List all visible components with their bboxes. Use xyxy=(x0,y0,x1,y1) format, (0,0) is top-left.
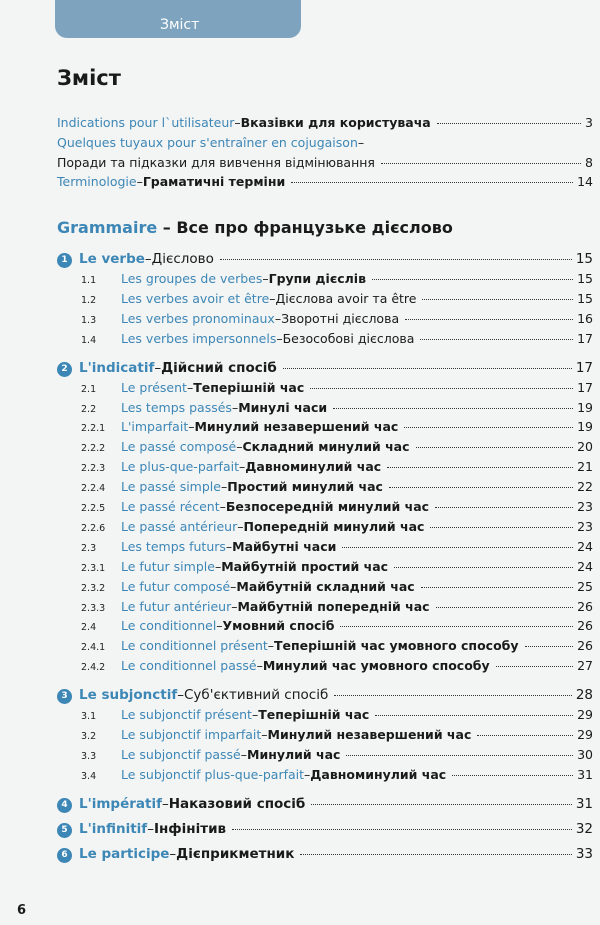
dot-leader xyxy=(416,447,574,448)
section-entry[interactable] xyxy=(57,846,593,864)
section-entry[interactable] xyxy=(57,687,593,705)
subsection-title-fr: Le passé simple xyxy=(121,479,221,495)
entry-page: 16 xyxy=(577,310,593,326)
entry-dash: – xyxy=(261,727,268,742)
subsection-entry[interactable] xyxy=(57,767,593,782)
subsection-title-fr: Le subjonctif présent xyxy=(121,707,252,723)
subsection-number: 2.4.1 xyxy=(81,642,106,654)
entry-dash: – xyxy=(177,687,184,704)
entry-dash: – xyxy=(304,766,311,782)
entry-title-fr: Terminologie xyxy=(57,174,137,189)
subsection-title-ua: Теперішній час xyxy=(193,379,305,395)
toc-entry[interactable] xyxy=(57,174,593,189)
subsection-number: 3.2 xyxy=(81,731,97,742)
section-entry[interactable] xyxy=(57,251,593,269)
entry-dash: – xyxy=(161,795,169,812)
subsection-title-ua: Простий минулий час xyxy=(227,479,383,495)
entry-page: 32 xyxy=(575,820,593,837)
entry-page: 17 xyxy=(577,379,593,395)
dot-leader xyxy=(421,587,573,588)
subsection-number: 2.2.6 xyxy=(81,522,106,534)
subsection-title-fr: Le subjonctif plus-que-parfait xyxy=(121,766,305,782)
dot-leader xyxy=(283,368,572,369)
subsection-entry[interactable] xyxy=(57,747,593,762)
subsection-entry[interactable] xyxy=(57,331,593,346)
entry-page: 23 xyxy=(577,518,593,534)
subsection-entry[interactable] xyxy=(57,579,593,594)
entry-dash: – xyxy=(230,578,237,594)
subsection-title-fr: Les temps futurs xyxy=(121,538,226,554)
entry-page: 25 xyxy=(577,578,593,594)
subsection-title-fr: Les verbes pronominaux xyxy=(121,310,275,326)
entry-dash: – xyxy=(144,251,152,267)
entry-page: 21 xyxy=(577,459,593,475)
section-number-badge: 4 xyxy=(57,798,72,813)
entry-page: 33 xyxy=(575,845,593,862)
section-title-ua: Суб'єктивний спосіб xyxy=(184,687,329,704)
entry-page: 31 xyxy=(575,795,593,812)
entry-page: 17 xyxy=(575,359,593,376)
grammar-heading-ua: Все про французьке дієслово xyxy=(176,218,453,237)
entry-title-fr: Quelques tuyaux pour s'entraîner en cojugaison xyxy=(57,135,358,150)
entry-title-ua: Вказівки для користувача xyxy=(240,115,431,130)
entry-dash: – xyxy=(240,746,248,762)
subsection-entry[interactable] xyxy=(57,638,593,653)
subsection-title-ua: Майбутні часи xyxy=(232,538,337,554)
entry-dash: – xyxy=(231,598,238,614)
entry-dash: – xyxy=(274,310,282,326)
subsection-title-fr: Le futur composé xyxy=(121,578,231,594)
subsection-entry[interactable] xyxy=(57,271,593,286)
dot-leader xyxy=(435,507,573,508)
subsection-entry[interactable] xyxy=(57,291,593,306)
subsection-title-ua: Групи дієслів xyxy=(268,271,366,286)
subsection-entry[interactable] xyxy=(57,459,593,474)
section-number-badge: 6 xyxy=(57,848,72,863)
section-title-fr: L'indicatif xyxy=(79,359,155,376)
subsection-title-fr: Le passé composé xyxy=(121,439,237,455)
dot-leader xyxy=(340,626,573,627)
subsection-title-ua: Майбутній складний час xyxy=(236,578,415,594)
dot-leader xyxy=(525,646,574,647)
entry-dash: – xyxy=(237,518,244,534)
dot-leader xyxy=(310,388,573,389)
subsection-number: 1.4 xyxy=(81,334,97,346)
entry-page: 20 xyxy=(577,439,593,455)
subsection-number: 2.2.4 xyxy=(81,483,106,495)
section-title-fr: L'impératif xyxy=(79,795,162,812)
entry-dash: – xyxy=(225,538,233,554)
dot-leader xyxy=(220,259,572,260)
page-title: Зміст xyxy=(57,66,121,90)
dot-leader xyxy=(452,775,573,776)
dot-leader xyxy=(389,487,573,488)
entry-title-ua: Поради та підказки для вивчення відмінювання xyxy=(57,155,375,170)
section-number-badge: 5 xyxy=(57,823,72,838)
toc-entry[interactable] xyxy=(57,135,593,150)
entry-title-fr: Indications pour l`utilisateur xyxy=(57,115,235,130)
toc-entry[interactable] xyxy=(57,155,593,170)
subsection-title-fr: Les verbes impersonnels xyxy=(121,330,277,346)
subsection-entry[interactable] xyxy=(57,311,593,326)
dot-leader xyxy=(496,666,573,667)
dot-leader xyxy=(333,408,573,409)
subsection-title-ua: Попередній минулий час xyxy=(243,518,425,534)
grammar-heading-dash: – xyxy=(157,218,177,237)
entry-page: 3 xyxy=(585,115,593,130)
subsection-number: 2.3.2 xyxy=(81,582,106,594)
section-entry[interactable] xyxy=(57,360,593,378)
subsection-title-ua: Безпосередній минулий час xyxy=(225,499,430,514)
subsection-entry[interactable] xyxy=(57,419,593,434)
subsection-title-fr: Le subjonctif imparfait xyxy=(121,727,262,742)
entry-dash: – xyxy=(186,379,194,395)
entry-dash: – xyxy=(147,820,154,837)
page-number: 6 xyxy=(17,903,27,918)
entry-page: 30 xyxy=(577,746,593,762)
subsection-number: 2.4.2 xyxy=(81,662,106,674)
entry-page: 24 xyxy=(577,538,593,554)
dot-leader xyxy=(420,339,573,340)
entry-page: 28 xyxy=(575,687,593,704)
dot-leader xyxy=(404,427,573,428)
subsection-entry[interactable] xyxy=(57,439,593,454)
section-title-ua: Дійсний спосіб xyxy=(161,359,277,376)
dot-leader xyxy=(334,695,572,696)
entry-page: 19 xyxy=(577,419,593,435)
subsection-title-ua: Минулий незавершений час xyxy=(267,727,472,742)
dot-leader xyxy=(436,607,574,608)
entry-dash: – xyxy=(169,845,177,862)
subsection-number: 3.3 xyxy=(81,750,97,762)
subsection-title-ua: Давноминулий час xyxy=(310,766,447,782)
subsection-title-fr: Le présent xyxy=(121,379,187,395)
dot-leader xyxy=(375,715,573,716)
dot-leader xyxy=(437,123,581,124)
toc-entry[interactable] xyxy=(57,115,593,130)
subsection-title-fr: Le futur antérieur xyxy=(121,598,232,614)
entry-dash: – xyxy=(231,399,239,415)
subsection-title-fr: Le futur simple xyxy=(121,558,215,574)
grammar-heading-fr: Grammaire xyxy=(57,218,158,237)
subsection-title-fr: Le passé récent xyxy=(121,499,220,514)
subsection-entry[interactable] xyxy=(57,539,593,554)
section-title-fr: Le verbe xyxy=(79,251,145,267)
entry-title-ua: Граматичні терміни xyxy=(142,174,286,189)
dot-leader xyxy=(311,804,571,805)
subsection-number: 3.4 xyxy=(81,770,97,782)
subsection-title-ua: Безособові дієслова xyxy=(282,330,415,346)
subsection-number: 2.3.3 xyxy=(81,602,106,614)
subsection-entry[interactable] xyxy=(57,559,593,574)
dot-leader xyxy=(300,854,571,855)
subsection-number: 1.3 xyxy=(81,314,97,326)
dot-leader xyxy=(477,735,573,736)
subsection-title-ua: Теперішній час умовного способу xyxy=(274,638,519,654)
section-entry[interactable] xyxy=(57,821,593,839)
entry-dash: – xyxy=(262,271,269,286)
section-title-ua: Наказовий спосіб xyxy=(168,795,306,812)
entry-dash: – xyxy=(276,330,283,346)
entry-dash: – xyxy=(216,618,223,634)
subsection-title-ua: Минулий час xyxy=(247,746,341,762)
subsection-title-ua: Давноминулий час xyxy=(245,459,382,475)
section-title-fr: Le participe xyxy=(79,845,170,862)
subsection-title-ua: Умовний спосіб xyxy=(222,618,335,634)
entry-dash: – xyxy=(357,135,365,150)
entry-page: 26 xyxy=(577,598,593,614)
entry-dash: – xyxy=(251,707,259,723)
subsection-title-fr: L'imparfait xyxy=(121,419,189,435)
dot-leader xyxy=(387,467,573,468)
section-number-badge: 2 xyxy=(57,362,72,377)
dot-leader xyxy=(381,163,581,164)
subsection-title-ua: Зворотні дієслова xyxy=(281,310,400,326)
subsection-title-ua: Минулі часи xyxy=(238,399,328,415)
section-number-badge: 3 xyxy=(57,689,72,704)
subsection-number: 2.3 xyxy=(81,542,97,554)
subsection-title-ua: Майбутній попередній час xyxy=(237,598,430,614)
subsection-number: 3.1 xyxy=(81,711,97,723)
subsection-number: 2.2.3 xyxy=(81,463,106,475)
subsection-number: 1.1 xyxy=(81,275,97,286)
subsection-number: 2.4 xyxy=(81,622,97,634)
subsection-title-fr: Les temps passés xyxy=(121,399,232,415)
section-title-ua: Дієслово xyxy=(151,251,214,267)
dot-leader xyxy=(342,547,573,548)
subsection-entry[interactable] xyxy=(57,658,593,673)
entry-page: 26 xyxy=(577,618,593,634)
subsection-title-ua: Минулий незавершений час xyxy=(194,419,399,435)
subsection-number: 2.2 xyxy=(81,403,97,415)
subsection-entry[interactable] xyxy=(57,519,593,534)
entry-page: 31 xyxy=(577,766,593,782)
entry-page: 29 xyxy=(577,707,593,723)
subsection-number: 2.1 xyxy=(81,383,97,395)
entry-page: 24 xyxy=(577,558,593,574)
subsection-title-ua: Дієслова avoir та être xyxy=(275,290,417,306)
entry-page: 17 xyxy=(577,330,593,346)
dot-leader xyxy=(422,299,573,300)
entry-page: 15 xyxy=(577,271,593,286)
dot-leader xyxy=(394,567,573,568)
entry-dash: – xyxy=(234,115,241,130)
grammar-heading xyxy=(57,218,453,237)
entry-dash: – xyxy=(239,459,246,475)
dot-leader xyxy=(291,182,573,183)
entry-dash: – xyxy=(188,419,195,435)
entry-page: 8 xyxy=(585,155,593,170)
subsection-number: 2.2.1 xyxy=(81,423,106,435)
subsection-entry[interactable] xyxy=(57,499,593,514)
entry-dash: – xyxy=(267,638,275,654)
entry-page: 14 xyxy=(577,174,593,189)
subsection-title-fr: Le plus-que-parfait xyxy=(121,459,239,475)
subsection-title-fr: Le subjonctif passé xyxy=(121,746,241,762)
subsection-number: 2.2.5 xyxy=(81,503,106,514)
subsection-entry[interactable] xyxy=(57,618,593,633)
subsection-title-fr: Le conditionnel présent xyxy=(121,638,268,654)
subsection-title-ua: Майбутній простий час xyxy=(221,558,389,574)
subsection-entry[interactable] xyxy=(57,380,593,395)
entry-dash: – xyxy=(269,290,276,306)
dot-leader xyxy=(346,755,573,756)
subsection-title-fr: Le passé antérieur xyxy=(121,518,238,534)
entry-page: 19 xyxy=(577,399,593,415)
subsection-title-fr: Le conditionnel xyxy=(121,618,217,634)
subsection-entry[interactable] xyxy=(57,400,593,415)
entry-page: 15 xyxy=(577,290,593,306)
subsection-entry[interactable] xyxy=(57,727,593,742)
header-tab xyxy=(55,0,301,38)
subsection-title-fr: Les groupes de verbes xyxy=(121,271,263,286)
section-number-badge: 1 xyxy=(57,253,72,268)
subsection-title-ua: Минулий час умовного способу xyxy=(262,658,490,674)
dot-leader xyxy=(372,279,573,280)
entry-page: 26 xyxy=(577,638,593,654)
entry-dash: – xyxy=(214,558,222,574)
section-title-ua: Інфінітив xyxy=(153,820,227,837)
subsection-entry[interactable] xyxy=(57,707,593,722)
section-title-ua: Дієприкметник xyxy=(176,845,295,862)
subsection-entry[interactable] xyxy=(57,599,593,614)
entry-dash: – xyxy=(136,174,143,189)
section-title-fr: Le subjonctif xyxy=(79,687,178,704)
entry-page: 27 xyxy=(577,658,593,674)
entry-dash: – xyxy=(220,479,228,495)
subsection-entry[interactable] xyxy=(57,479,593,494)
entry-dash: – xyxy=(154,359,162,376)
dot-leader xyxy=(232,829,572,830)
subsection-title-ua: Теперішній час xyxy=(258,707,370,723)
subsection-title-fr: Le conditionnel passé xyxy=(121,658,257,674)
subsection-title-fr: Les verbes avoir et être xyxy=(121,290,270,306)
entry-page: 23 xyxy=(577,499,593,514)
entry-page: 22 xyxy=(577,479,593,495)
header-tab-label: Зміст xyxy=(160,17,200,33)
entry-page: 15 xyxy=(575,251,593,267)
entry-dash: – xyxy=(256,658,263,674)
dot-leader xyxy=(430,527,573,528)
section-title-fr: L'infinitif xyxy=(79,820,148,837)
subsection-number: 2.2.2 xyxy=(81,443,106,455)
section-entry[interactable] xyxy=(57,796,593,814)
subsection-number: 1.2 xyxy=(81,294,97,306)
subsection-number: 2.3.1 xyxy=(81,562,106,574)
entry-dash: – xyxy=(219,499,226,514)
entry-page: 29 xyxy=(577,727,593,742)
dot-leader xyxy=(405,319,573,320)
entry-dash: – xyxy=(236,439,243,455)
subsection-title-ua: Складний минулий час xyxy=(242,439,410,455)
